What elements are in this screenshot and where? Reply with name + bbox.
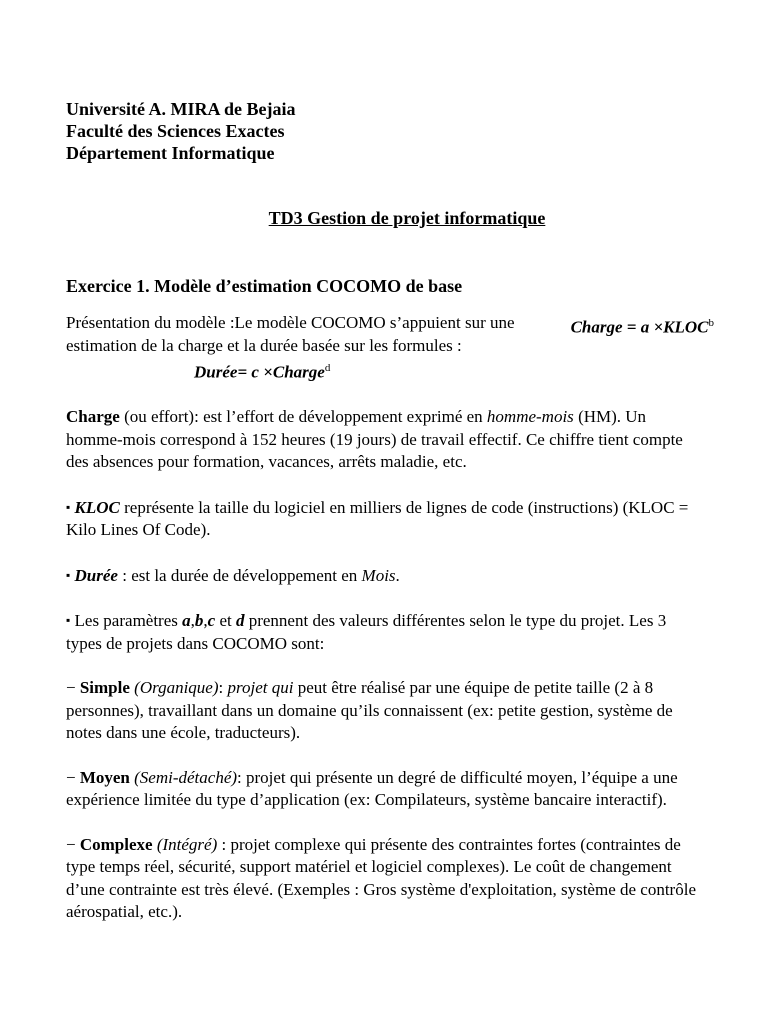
- kloc-text: représente la taille du logiciel en milliers de lignes de code (instructions) (KLOC = Kilo Lines Of Code).: [66, 497, 689, 540]
- complexe-text: : projet complexe qui présente des contraintes fortes (contraintes de type temps réel, sécurité, support matériel et logiciel complexes). Le coût de changement d’une contrainte est très élevé. (Exemples : Gros système d'exploitation, système de contrôle aérospatial, etc.).: [66, 834, 696, 922]
- charge-formula-exponent: b: [708, 317, 714, 329]
- params-et: et: [215, 611, 236, 631]
- duree-term: Durée: [74, 565, 118, 585]
- presentation-text: Présentation du modèle :Le modèle COCOMO s’appuient sur une estimation de la charge et la durée basée sur les formules :: [66, 313, 515, 355]
- charge-text-b: (HM). Un homme-mois correspond à 152 heures (19 jours) de travail effectif. Ce chiffre tient compte des absences pour formation, vacances, arrêts maladie, etc.: [66, 407, 683, 472]
- duree-paragraph: [66, 564, 706, 588]
- simple-text: peut être réalisé par une équipe de petite taille (2 à 8 personnes), travaillant dans un domaine qu’ils connaissent (ex: petite gestion, système de notes dans une école, traducteurs).: [66, 678, 673, 743]
- document-title: TD3 Gestion de projet informatique: [268, 208, 546, 228]
- department-name: Département Informatique: [66, 143, 275, 163]
- exercise-title: Exercice 1. Modèle d’estimation COCOMO de base: [66, 276, 463, 296]
- simple-term: Simple: [79, 678, 130, 698]
- complexe-paren: (Intégré): [152, 834, 218, 854]
- simple-paren: (Organique): [129, 678, 219, 698]
- institution-header: [66, 98, 295, 164]
- complexe-paragraph: [66, 834, 706, 924]
- params-comma-1: ,: [190, 611, 195, 631]
- moyen-paragraph: [66, 767, 706, 812]
- duree-formula-main: Durée= c ×Charge: [194, 362, 325, 382]
- faculty-name: Faculté des Sciences Exactes: [66, 121, 285, 141]
- complexe-term: Complexe: [79, 834, 153, 854]
- params-bullet: ▪: [66, 613, 71, 628]
- university-name: Université A. MIRA de Bejaia: [66, 99, 296, 119]
- duree-end: .: [395, 565, 400, 585]
- kloc-paragraph: [66, 496, 706, 542]
- param-b: b: [194, 611, 204, 631]
- complexe-dash: −: [66, 834, 80, 854]
- moyen-paren: (Semi-détaché): [129, 767, 238, 787]
- charge-formula-main: Charge = a ×KLOC: [570, 317, 709, 337]
- document-body: [66, 312, 714, 946]
- simple-colon: :: [218, 678, 228, 698]
- charge-term: Charge: [66, 407, 120, 427]
- param-c: c: [207, 611, 216, 631]
- duree-formula-exponent: d: [324, 362, 331, 374]
- params-text-b: prennent des valeurs différentes selon le type du projet. Les 3 types de projets dans COCOMO sont:: [66, 611, 667, 653]
- param-d: d: [235, 611, 245, 631]
- kloc-bullet: ▪: [66, 499, 71, 514]
- duree-text: : est la durée de développement en: [117, 565, 362, 585]
- params-text-a: Les paramètres: [70, 611, 183, 631]
- params-paragraph: [66, 609, 706, 655]
- moyen-term: Moyen: [79, 767, 130, 787]
- moyen-text: : projet qui présente un degré de difficulté moyen, l’équipe a une expérience limitée du type d’application (ex: Compilateurs, système bancaire interactif).: [66, 767, 678, 810]
- params-comma-2: ,: [203, 611, 208, 631]
- kloc-term: KLOC: [74, 497, 120, 517]
- duree-bullet: ▪: [66, 567, 71, 582]
- duree-formula: [66, 357, 706, 384]
- presentation-paragraph: [66, 312, 714, 384]
- charge-formula: [571, 312, 714, 339]
- simple-paragraph: [66, 677, 706, 745]
- simple-italic: projet qui: [227, 678, 294, 698]
- charge-text-a: (ou effort): est l’effort de développement exprimé en: [119, 407, 487, 427]
- charge-unit: homme-mois: [486, 407, 574, 427]
- moyen-dash: −: [66, 767, 80, 787]
- simple-dash: −: [66, 678, 80, 698]
- charge-paragraph: [66, 406, 706, 474]
- duree-unit: Mois: [361, 565, 396, 585]
- param-a: a: [182, 611, 191, 631]
